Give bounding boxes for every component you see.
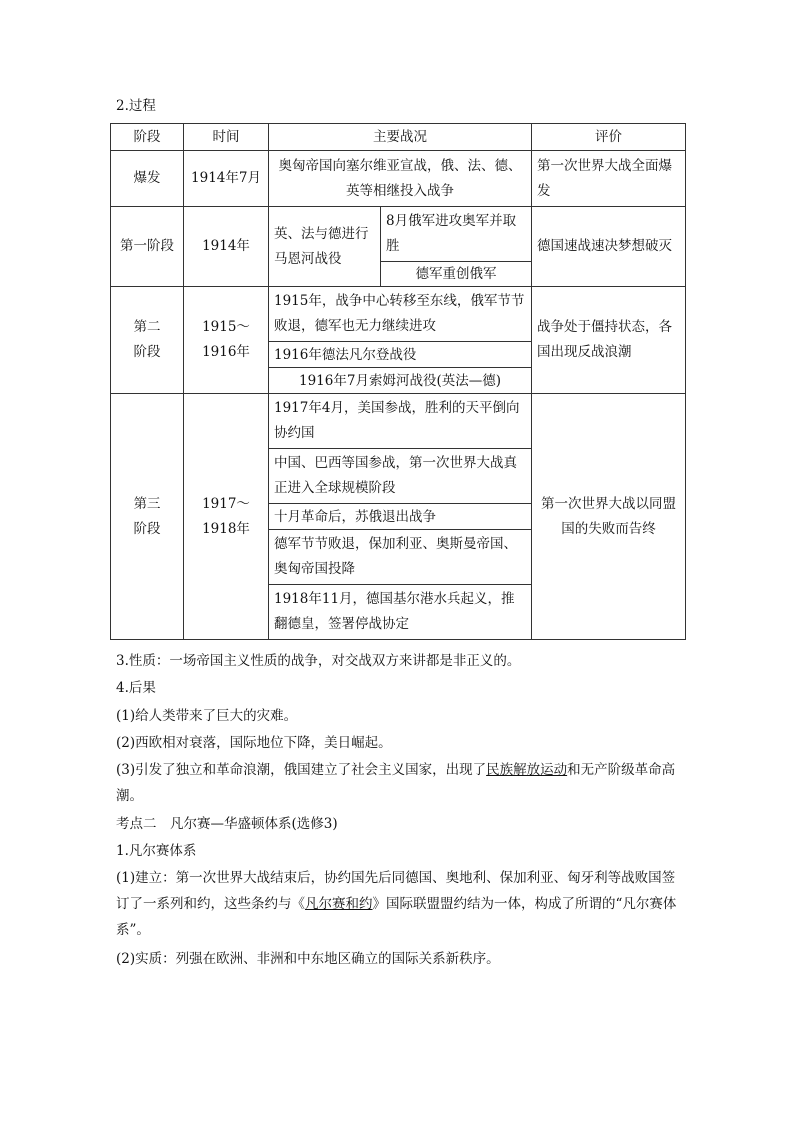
underlined-term: 凡尔赛和约 [305, 896, 373, 912]
section-title: 2.过程 [116, 98, 156, 114]
time-cell: 1914年 [184, 207, 269, 287]
event-cell: 中国、巴西等国参战，第一次世界大战真正进入全球规模阶段 [269, 449, 532, 504]
consequences-title: 4.后果 [116, 680, 156, 696]
event-cell: 英、法与德进行马恩河战役 [269, 207, 381, 287]
topic2-subtitle: 1.凡尔赛体系 [116, 843, 197, 859]
table-row-outbreak [111, 151, 686, 207]
event-cell: 1918年11月，德国基尔港水兵起义，推翻德皇，签署停战协定 [269, 585, 532, 640]
event-cell: 德军重创俄军 [381, 262, 532, 287]
evaluation-cell: 战争处于僵持状态，各国出现反战浪潮 [532, 287, 686, 394]
event-cell: 8月俄军进攻奥军并取胜 [381, 207, 532, 262]
table-row-stage3-a [111, 394, 686, 449]
stage-cell: 第一阶段 [111, 207, 184, 287]
consequence-item-1: (1)给人类带来了巨大的灾难。 [116, 708, 298, 724]
event-cell: 十月革命后，苏俄退出战争 [269, 504, 532, 530]
consequence-item-2: (2)西欧相对衰落，国际地位下降，美日崛起。 [116, 735, 392, 751]
header-evaluation: 评价 [532, 124, 686, 151]
stage-cell: 第二 阶段 [111, 287, 184, 394]
events-cell: 奥匈帝国向塞尔维亚宣战，俄、法、德、英等相继投入战争 [269, 151, 532, 207]
time-cell: 1917～ 1918年 [184, 394, 269, 640]
evaluation-cell: 德国速战速决梦想破灭 [532, 207, 686, 287]
table-header-row [111, 124, 686, 151]
evaluation-cell: 第一次世界大战全面爆发 [532, 151, 686, 207]
establish-paragraph: (1)建立：第一次世界大战结束后，协约国先后同德国、奥地利、保加利亚、匈牙利等战败国签订了一系列和约，这些条约与《凡尔赛和约》国际联盟盟约结为一体，构成了所谓的“凡尔赛体系”。 [116, 870, 677, 938]
table-row-stage2-a [111, 287, 686, 342]
header-events: 主要战况 [269, 124, 532, 151]
event-cell: 1916年7月索姆河战役(英法—德) [269, 368, 532, 394]
consequence-item-3: (3)引发了独立和革命浪潮，俄国建立了社会主义国家，出现了民族解放运动和无产阶级革命高潮。 [116, 762, 676, 804]
event-cell: 1916年德法凡尔登战役 [269, 342, 532, 368]
header-stage: 阶段 [111, 124, 184, 151]
table-row-stage1-a [111, 207, 686, 262]
topic2-title: 考点二 凡尔赛—华盛顿体系(选修3) [116, 816, 338, 832]
essence-paragraph: (2)实质：列强在欧洲、非洲和中东地区确立的国际关系新秩序。 [116, 951, 500, 967]
time-cell: 1915～ 1916年 [184, 287, 269, 394]
event-cell: 德军节节败退，保加利亚、奥斯曼帝国、奥匈帝国投降 [269, 530, 532, 585]
time-cell: 1914年7月 [184, 151, 269, 207]
header-time: 时间 [184, 124, 269, 151]
stage-cell: 第三 阶段 [111, 394, 184, 640]
nature-paragraph: 3.性质：一场帝国主义性质的战争，对交战双方来讲都是非正义的。 [116, 653, 521, 669]
evaluation-cell: 第一次世界大战以同盟国的失败而告终 [532, 394, 686, 640]
underlined-term: 民族解放运动 [486, 762, 568, 778]
process-table [110, 123, 686, 640]
event-cell: 1917年4月，美国参战，胜利的天平倒向协约国 [269, 394, 532, 449]
event-cell: 1915年，战争中心转移至东线，俄军节节败退，德军也无力继续进攻 [269, 287, 532, 342]
stage-cell: 爆发 [111, 151, 184, 207]
